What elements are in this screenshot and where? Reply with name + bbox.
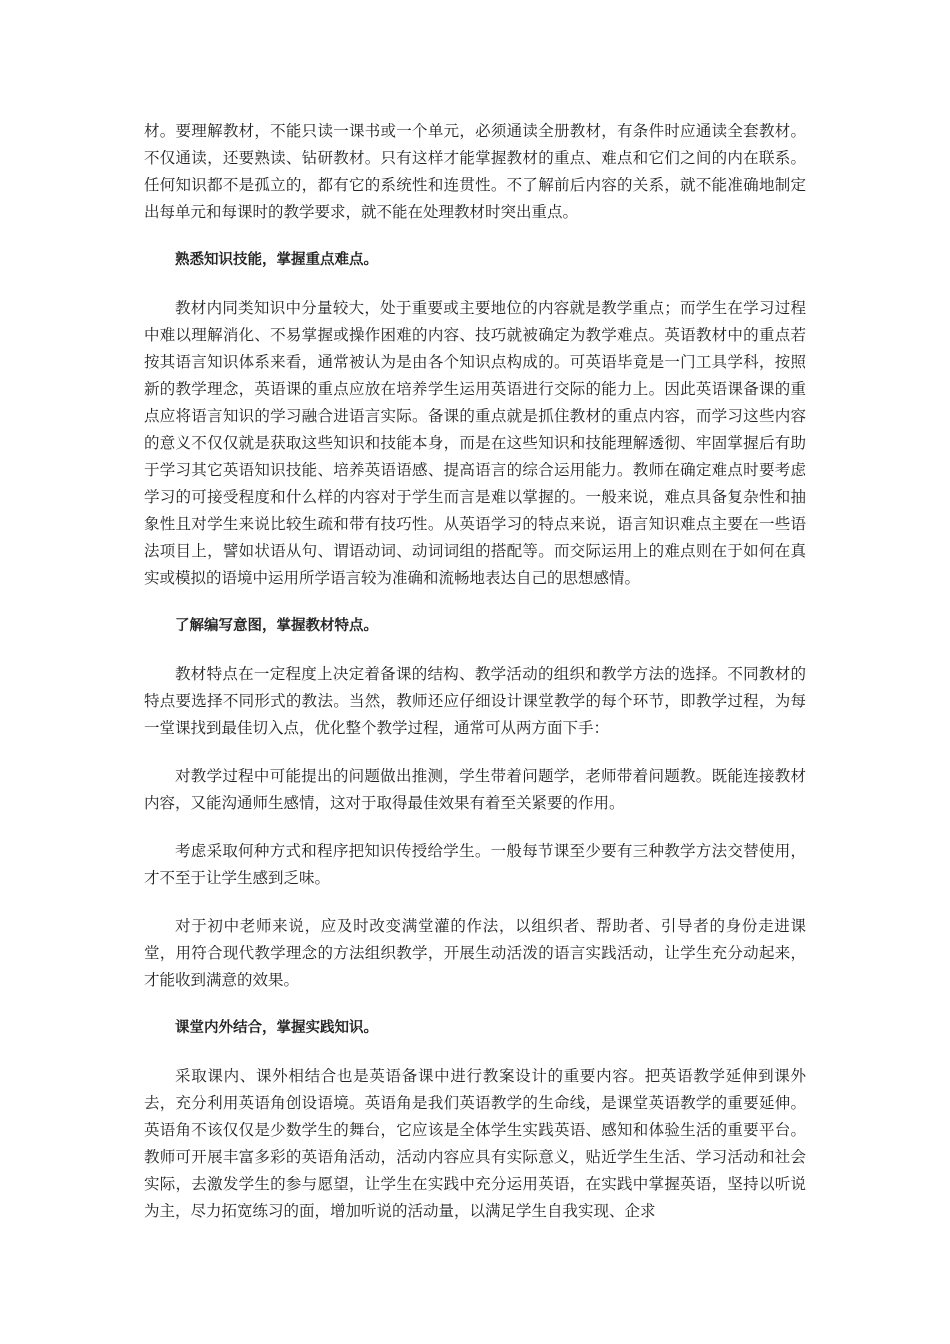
paragraph-textbook-features: 教材特点在一定程度上决定着备课的结构、教学活动的组织和教学方法的选择。不同教材的特点要选择不同形式的教法。当然，教师还应仔细设计课堂教学的每个环节，即教学过程，为每一堂课找到最佳切入点，优化整个教学过程，通常可从两方面下手： [144,665,806,737]
paragraph-junior-teachers: 对于初中老师来说，应及时改变满堂灌的作法，以组织者、帮助者、引导者的身份走进课堂，用符合现代教学理念的方法组织教学，开展生动活泼的语言实践活动，让学生充分动起来，才能收到满意的效果。 [144,917,806,989]
document-body [144,118,806,1246]
section-heading-practice: 课堂内外结合，掌握实践知识。 [175,1020,378,1036]
paragraph-predict-questions: 对教学过程中可能提出的问题做出推测，学生带着问题学，老师带着问题教。既能连接教材内容，又能沟通师生感情，这对于取得最佳效果有着至关紧要的作用。 [144,767,806,812]
section-heading-textbook-features: 了解编写意图，掌握教材特点。 [175,618,378,634]
section-heading-key-points: 熟悉知识技能，掌握重点难点。 [175,252,378,268]
paragraph-key-points: 教材内同类知识中分量较大，处于重要或主要地位的内容就是教学重点；而学生在学习过程中难以理解消化、不易掌握或操作困难的内容、技巧就被确定为教学难点。英语教材中的重点若按其语言知识体系来看，通常被认为是由各个知识点构成的。可英语毕竟是一门工具学科，按照新的教学理念，英语课的重点应放在培养学生运用英语进行交际的能力上。因此英语课备课的重点应将语言知识的学习融合进语言实际。备课的重点就是抓住教材的重点内容，而学习这些内容的意义不仅仅就是获取这些知识和技能本身，而是在这些知识和技能理解透彻、牢固掌握后有助于学习其它英语知识技能、培养英语语感、提高语言的综合运用能力。教师在确定难点时要考虑学习的可接受程度和什么样的内容对于学生而言是难以掌握的。一般来说，难点具备复杂性和抽象性且对学生来说比较生疏和带有技巧性。从英语学习的特点来说，语言知识难点主要在一些语法项目上，譬如状语从句、谓语动词、动词词组的搭配等。而交际运用上的难点则在于如何在真实或模拟的语境中运用所学语言较为准确和流畅地表达自己的思想感情。 [144,299,806,587]
paragraph-teaching-methods: 考虑采取何种方式和程序把知识传授给学生。一般每节课至少要有三种教学方法交替使用，才不至于让学生感到乏味。 [144,842,806,887]
paragraph-textbook-understanding: 材。要理解教材，不能只读一课书或一个单元，必须通读全册教材，有条件时应通读全套教材。不仅通读，还要熟读、钻研教材。只有这样才能掌握教材的重点、难点和它们之间的内在联系。任何知识都不是孤立的，都有它的系统性和连贯性。不了解前后内容的关系，就不能准确地制定出每单元和每课时的教学要求，就不能在处理教材时突出重点。 [144,122,806,221]
paragraph-english-corner: 采取课内、课外相结合也是英语备课中进行教案设计的重要内容。把英语教学延伸到课外去，充分利用英语角创设语境。英语角是我们英语教学的生命线，是课堂英语教学的重要延伸。英语角不该仅仅是少数学生的舞台，它应该是全体学生实践英语、感知和体验生活的重要平台。教师可开展丰富多彩的英语角活动，活动内容应具有实际意义，贴近学生生活、学习活动和社会实际，去激发学生的参与愿望，让学生在实践中充分运用英语，在实践中掌握英语，坚持以听说为主，尽力拓宽练习的面，增加听说的活动量，以满足学生自我实现、企求 [144,1067,806,1220]
